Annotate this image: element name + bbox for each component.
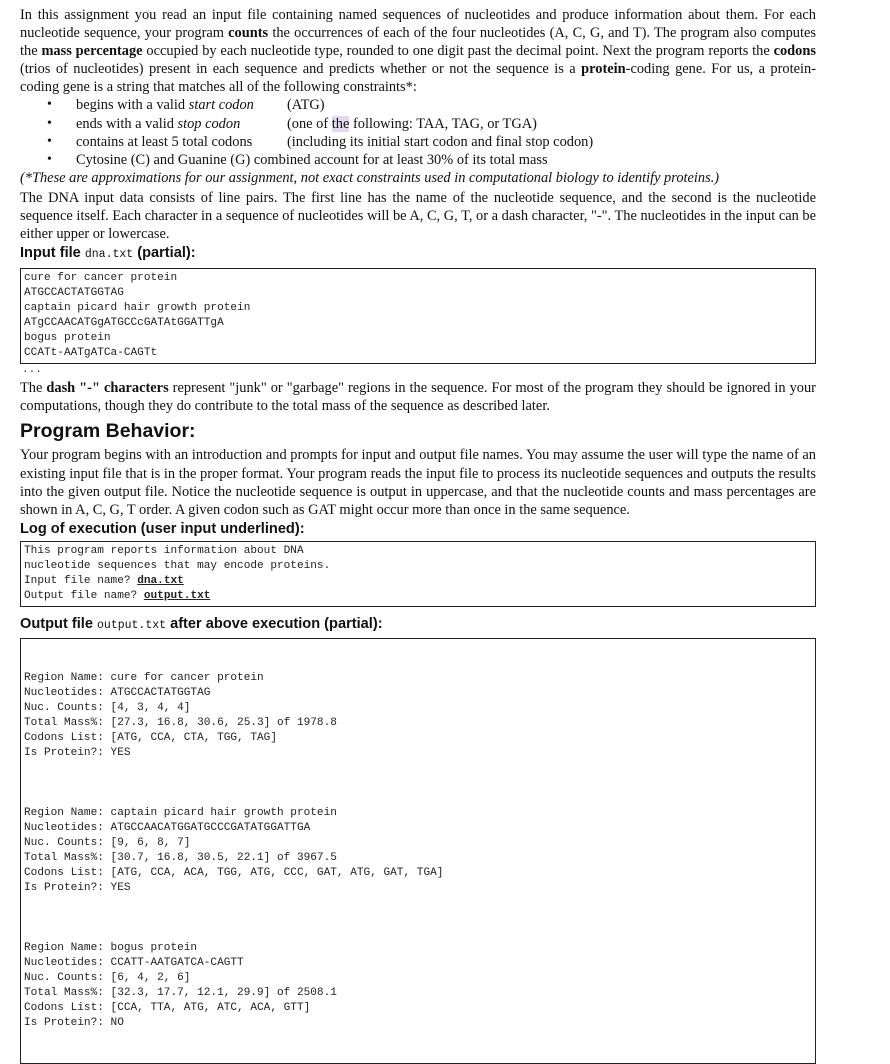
constraint-cg-mass (20, 151, 816, 169)
constraint-text: ends with a valid (76, 115, 178, 132)
constraint-stop-codon (20, 115, 816, 133)
log-input-line (24, 574, 811, 589)
output-record (24, 941, 811, 1031)
nucleotides: Nucleotides: ATGCCACTATGGTAG (24, 686, 211, 699)
heading-text: Output file (20, 615, 98, 632)
intro-text-1: In this assignment you read an input file containing named sequences of nucleotides and produce information about them. For each nucleotide sequence, your program (20, 7, 816, 42)
constraint-emphasis: stop codon (177, 115, 241, 132)
input-line: ATGCCACTATGGTAG (24, 287, 124, 300)
dna-input-description: The DNA input data consists of line pairs. The first line has the name of the nucleotide sequence, and the second is the nucleotide sequence itself. Each character in a sequence of nucleotides will be A, C, G, T, or a dash character, "-". The nucleotides in the input can be either upper or lowercase. (20, 189, 816, 243)
constraint-detail: (including its initial start codon and final stop codon) (287, 133, 594, 150)
user-input-filename: dna.txt (137, 574, 184, 587)
input-line: CCATt-AATgATCa-CAGTt (24, 347, 158, 360)
output-record (24, 806, 811, 896)
region-name: Region Name: bogus protein (24, 941, 198, 954)
input-prompt: Input file name? (24, 574, 138, 587)
intro-text-5: -coding gene. For us, a protein-coding gene is a string that matches all of the following constraints*: (20, 61, 816, 96)
is-protein: Is Protein?: YES (24, 881, 131, 894)
codons-list: Codons List: [CCA, TTA, ATG, ATC, ACA, GTT] (24, 1001, 311, 1014)
total-mass: Total Mass%: [30.7, 16.8, 30.5, 22.1] of 3967.5 (24, 851, 337, 864)
nuc-counts: Nuc. Counts: [9, 6, 8, 7] (24, 836, 191, 849)
constraint-emphasis: start codon (188, 97, 254, 114)
input-line: cure for cancer protein (24, 272, 178, 285)
output-file-name: output.txt (97, 618, 167, 632)
nucleotides: Nucleotides: ATGCCAACATGGATGCCCGATATGGATTGA (24, 821, 311, 834)
is-protein: Is Protein?: NO (24, 1016, 124, 1029)
dash-text-end: represent "junk" or "garbage" regions in the sequence. For most of the program they should be ignored in your computations, though they do contribute to the total mass of the sequence as described later. (20, 380, 816, 415)
constraint-text: contains at least 5 total codons (76, 133, 253, 150)
output-prompt: Output file name? (24, 589, 144, 602)
codons-list: Codons List: [ATG, CCA, CTA, TGG, TAG] (24, 731, 277, 744)
user-output-filename: output.txt (143, 589, 211, 602)
intro-paragraph (20, 6, 816, 96)
constraint-start-codon (20, 96, 816, 114)
input-file-heading (20, 244, 816, 264)
heading-text-end: after above execution (partial): (166, 615, 383, 632)
input-line: bogus protein (24, 332, 111, 345)
output-file-heading (20, 615, 816, 635)
nucleotides: Nucleotides: CCATT-AATGATCA-CAGTT (24, 956, 244, 969)
constraint-detail: (one of (287, 115, 332, 132)
log-line: nucleotide sequences that may encode proteins. (24, 559, 331, 572)
is-protein: Is Protein?: YES (24, 746, 131, 759)
execution-log-box (20, 541, 816, 607)
dash-text: The (20, 380, 47, 397)
constraint-text: Cytosine (C) and Guanine (G) combined account for at least 30% of its total mass (76, 151, 548, 168)
log-line: This program reports information about DNA (24, 544, 304, 557)
intro-codons-bold: codons (773, 43, 816, 60)
input-file-box (20, 268, 816, 364)
nuc-counts: Nuc. Counts: [6, 4, 2, 6] (24, 971, 191, 984)
dash-paragraph (20, 379, 816, 415)
assignment-document (20, 6, 816, 1064)
codons-list: Codons List: [ATG, CCA, ACA, TGG, ATG, CCC, GAT, ATG, GAT, TGA] (24, 866, 444, 879)
intro-text-4: (trios of nucleotides) present in each sequence and predicts whether or not the sequence is a (20, 61, 582, 78)
total-mass: Total Mass%: [27.3, 16.8, 30.6, 25.3] of 1978.8 (24, 716, 337, 729)
intro-mass-percentage-bold: mass percentage (41, 43, 143, 60)
constraints-list (20, 96, 816, 168)
ellipsis: ... (22, 364, 42, 377)
constraint-text: begins with a valid (76, 97, 189, 114)
intro-counts-bold: counts (228, 25, 269, 42)
highlighted-word: the (331, 115, 350, 132)
constraint-detail-end: following: TAA, TAG, or TGA) (349, 115, 537, 132)
constraint-detail: (ATG) (287, 97, 325, 114)
log-heading: Log of execution (user input underlined): (20, 520, 305, 537)
intro-protein-bold: protein (581, 61, 626, 78)
constraint-codon-count (20, 133, 816, 151)
log-output-line (24, 589, 811, 604)
intro-text-3: occupied by each nucleotide type, rounded to one digit past the decimal point. Next the program reports the (142, 43, 774, 60)
region-name: Region Name: captain picard hair growth protein (24, 806, 337, 819)
output-record (24, 671, 811, 761)
input-line: ATgCCAACATGgATGCCcGATAtGGATTgA (24, 317, 224, 330)
heading-text: Input file (20, 245, 85, 262)
program-behavior-title: Program Behavior: (20, 420, 196, 443)
approximation-note: (*These are approximations for our assignment, not exact constraints used in computational biology to identify proteins.) (20, 169, 720, 186)
heading-text-end: (partial): (133, 245, 196, 262)
nuc-counts: Nuc. Counts: [4, 3, 4, 4] (24, 701, 191, 714)
dash-bold: dash "-" characters (46, 380, 169, 397)
region-name: Region Name: cure for cancer protein (24, 671, 264, 684)
intro-text-2: the occurrences of each of the four nucleotides (A, C, G, and T). The program also computes the (20, 25, 816, 60)
output-file-box (20, 638, 816, 1064)
total-mass: Total Mass%: [32.3, 17.7, 12.1, 29.9] of 2508.1 (24, 986, 337, 999)
input-file-name: dna.txt (84, 248, 134, 262)
input-line: captain picard hair growth protein (24, 302, 251, 315)
program-behavior-text: Your program begins with an introduction and prompts for input and output file names. You may assume the user will type the name of an existing input file that is in the proper format. Your program reads the input file to process its nucleotide sequences and outputs the results into the given output file. Notice the nucleotide sequence is output in uppercase, and that the nucleotide counts and mass percentages are shown in A, C, G, T order. A given codon such as GAT might occur more than once in the same sequence. (20, 447, 816, 518)
